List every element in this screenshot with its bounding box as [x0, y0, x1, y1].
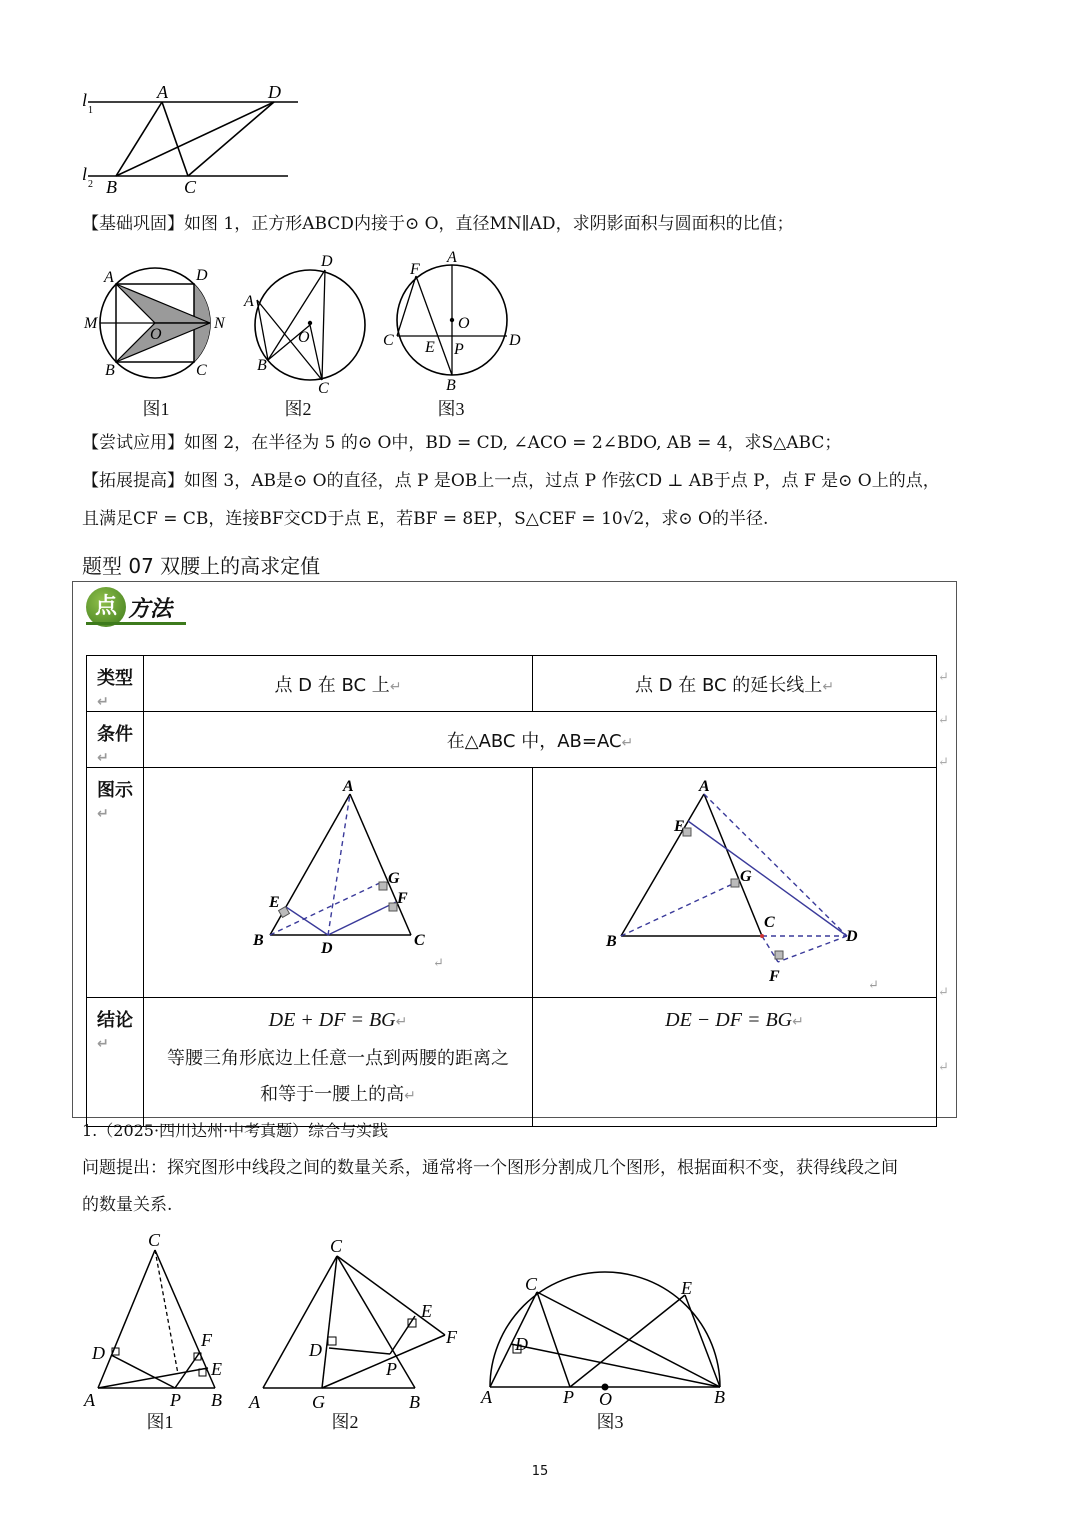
label-c: C: [184, 177, 197, 197]
label-l2: l: [82, 164, 88, 184]
return-mark: ↵: [938, 713, 949, 728]
caption-p-fig3: 图3: [596, 1412, 624, 1432]
svg-text:G: G: [388, 870, 400, 887]
circle-fig-3: [380, 248, 525, 396]
table-row: [87, 656, 937, 712]
isosceles-fig-on-base: [145, 769, 531, 996]
row-fig-head: 图示↵: [87, 768, 144, 998]
svg-text:B: B: [409, 1392, 420, 1410]
concl-text-line1: 等腰三角形底边上任意一点到两腰的距离之: [167, 1048, 509, 1069]
svg-text:C: C: [764, 914, 775, 931]
svg-text:A: A: [84, 1390, 95, 1408]
svg-text:E: E: [674, 818, 685, 835]
row-fig-c1: [144, 768, 533, 998]
svg-text:E: E: [269, 894, 280, 911]
svg-text:A: A: [249, 1392, 260, 1410]
row-cond-head: 条件↵: [87, 712, 144, 768]
svg-text:C: C: [383, 332, 394, 349]
svg-text:A: A: [699, 778, 710, 795]
svg-text:D: D: [515, 1334, 528, 1354]
svg-text:G: G: [740, 868, 752, 885]
svg-text:B: B: [211, 1390, 222, 1408]
svg-text:P: P: [386, 1359, 397, 1379]
extend-line2: 且满足CF = CB，连接BF交CD于点 E，若BF = 8EP，S△CEF = 10√2，求⊙ O的半径.: [82, 509, 769, 529]
svg-text:D: D: [509, 332, 521, 349]
basic-text: 如图 1，正方形ABCD内接于⊙ O，直径MN∥AD，求阴影面积与圆面积的比值；: [184, 214, 794, 234]
problem-header: [82, 1120, 388, 1142]
svg-text:C: C: [525, 1274, 538, 1294]
row-type-c1: 点 D 在 BC 上↵: [144, 656, 533, 712]
table-row: [87, 712, 937, 768]
svg-text:E: E: [211, 1359, 222, 1379]
label-d: D: [268, 82, 281, 102]
apply-paragraph: [82, 432, 841, 454]
caption-fig2: 图2: [284, 399, 312, 419]
svg-text:E: E: [421, 1301, 432, 1321]
svg-text:G: G: [312, 1392, 325, 1410]
svg-text:A: A: [447, 249, 457, 266]
svg-text:D: D: [309, 1340, 322, 1360]
svg-text:O: O: [599, 1389, 612, 1409]
svg-text:B: B: [253, 932, 264, 949]
return-mark: ↵: [938, 755, 949, 770]
svg-text:B: B: [257, 357, 267, 374]
svg-text:D: D: [196, 267, 208, 284]
svg-text:F: F: [769, 968, 780, 985]
basic-paragraph: [82, 213, 794, 235]
svg-text:C: C: [414, 932, 425, 949]
concl-formula-2: DE − DF = BG: [665, 1009, 793, 1031]
apply-tag: 【尝试应用】: [82, 433, 184, 453]
extend-paragraph: [82, 470, 940, 492]
svg-text:A: A: [104, 269, 114, 286]
svg-text:↵: ↵: [868, 977, 879, 992]
row-type-head: 类型↵: [87, 656, 144, 712]
svg-text:O: O: [458, 315, 470, 332]
method-table: [86, 655, 937, 1127]
svg-text:B: B: [714, 1387, 725, 1407]
problem-fig-1: [80, 1228, 240, 1408]
svg-text:N: N: [214, 315, 225, 332]
svg-text:D: D: [92, 1343, 105, 1363]
isosceles-fig-on-extension: [534, 769, 935, 996]
svg-text:↵: ↵: [433, 955, 444, 970]
circle-fig-1: [80, 255, 240, 390]
problem-fig-2: [245, 1230, 475, 1410]
concl-text-line2: 和等于一腰上的高: [260, 1084, 405, 1105]
apply-text: 如图 2，在半径为 5 的⊙ O中，BD = CD, ∠ACO = 2∠BDO, AB = 4，求S△ABC；: [184, 433, 842, 453]
parallel-lines-figure: [78, 80, 308, 200]
return-mark: ↵: [938, 985, 949, 1000]
page-number: 15: [531, 1464, 549, 1479]
return-mark: ↵: [938, 1060, 949, 1075]
svg-text:A: A: [481, 1387, 492, 1407]
caption-p-fig2: 图2: [331, 1412, 359, 1432]
problem-number: 1.: [82, 1121, 98, 1140]
basic-tag: 【基础巩固】: [82, 214, 184, 234]
svg-text:O: O: [298, 329, 310, 346]
problem-line1: 问题提出：探究图形中线段之间的数量关系，通常将一个图形分割成几个图形，根据面积不变，获得线段之间: [82, 1158, 898, 1178]
svg-text:P: P: [563, 1387, 574, 1407]
svg-text:A: A: [343, 778, 354, 795]
svg-text:C: C: [148, 1230, 161, 1250]
caption-fig3: 图3: [437, 399, 465, 419]
label-l2-sub: 2: [88, 179, 93, 190]
svg-text:D: D: [846, 928, 858, 945]
concl-formula-1: DE + DF = BG: [268, 1009, 396, 1031]
extend-line1: 如图 3，AB是⊙ O的直径，点 P 是OB上一点，过点 P 作弦CD ⊥ AB于点 P，点 F 是⊙ O上的点，: [184, 471, 940, 491]
return-mark: ↵: [938, 670, 949, 685]
svg-text:M: M: [84, 315, 98, 332]
row-concl-c2: DE − DF = BG↵: [533, 998, 937, 1127]
svg-text:C: C: [318, 380, 329, 395]
row-concl-head: 结论↵: [87, 998, 144, 1127]
label-b: B: [106, 177, 117, 197]
svg-text:A: A: [244, 293, 254, 310]
section-title: 题型 07 双腰上的高求定值: [82, 554, 321, 578]
svg-text:B: B: [105, 362, 115, 379]
table-row: [87, 768, 937, 998]
row-cond-span: 在△ABC 中，AB=AC↵: [144, 712, 937, 768]
label-l1-sub: 1: [88, 105, 93, 116]
table-row: [87, 998, 937, 1127]
svg-text:F: F: [410, 261, 420, 278]
svg-text:D: D: [321, 940, 333, 957]
row-type-c2: 点 D 在 BC 的延长线上↵: [533, 656, 937, 712]
svg-text:C: C: [196, 362, 207, 379]
row-concl-c1: DE + DF = BG↵ 等腰三角形底边上任意一点到两腰的距离之 和等于一腰上的高↵: [144, 998, 533, 1127]
label-a: A: [157, 82, 168, 102]
svg-text:P: P: [454, 341, 464, 358]
problem-line2: 的数量关系.: [82, 1195, 173, 1215]
svg-text:B: B: [446, 377, 456, 394]
caption-p-fig1: 图1: [146, 1412, 174, 1432]
svg-text:F: F: [201, 1330, 212, 1350]
svg-text:F: F: [446, 1327, 457, 1347]
problem-source: （2025·四川达州·中考真题）综合与实践: [97, 1121, 389, 1140]
svg-text:D: D: [321, 253, 333, 270]
svg-text:P: P: [170, 1390, 181, 1408]
svg-text:B: B: [606, 933, 617, 950]
svg-text:C: C: [330, 1236, 343, 1256]
method-badge-icon: 点: [86, 587, 126, 627]
method-badge-underline: [86, 622, 186, 625]
svg-text:F: F: [397, 890, 408, 907]
method-badge-text: 方法: [128, 596, 173, 622]
extend-tag: 【拓展提高】: [82, 471, 184, 491]
caption-fig1: 图1: [142, 399, 170, 419]
problem-fig-3: [475, 1265, 745, 1410]
label-l1: l: [82, 90, 88, 110]
svg-text:E: E: [681, 1278, 692, 1298]
svg-text:E: E: [425, 339, 435, 356]
row-fig-c2: [533, 768, 937, 998]
svg-text:O: O: [150, 326, 162, 343]
circle-fig-2: [240, 250, 370, 395]
